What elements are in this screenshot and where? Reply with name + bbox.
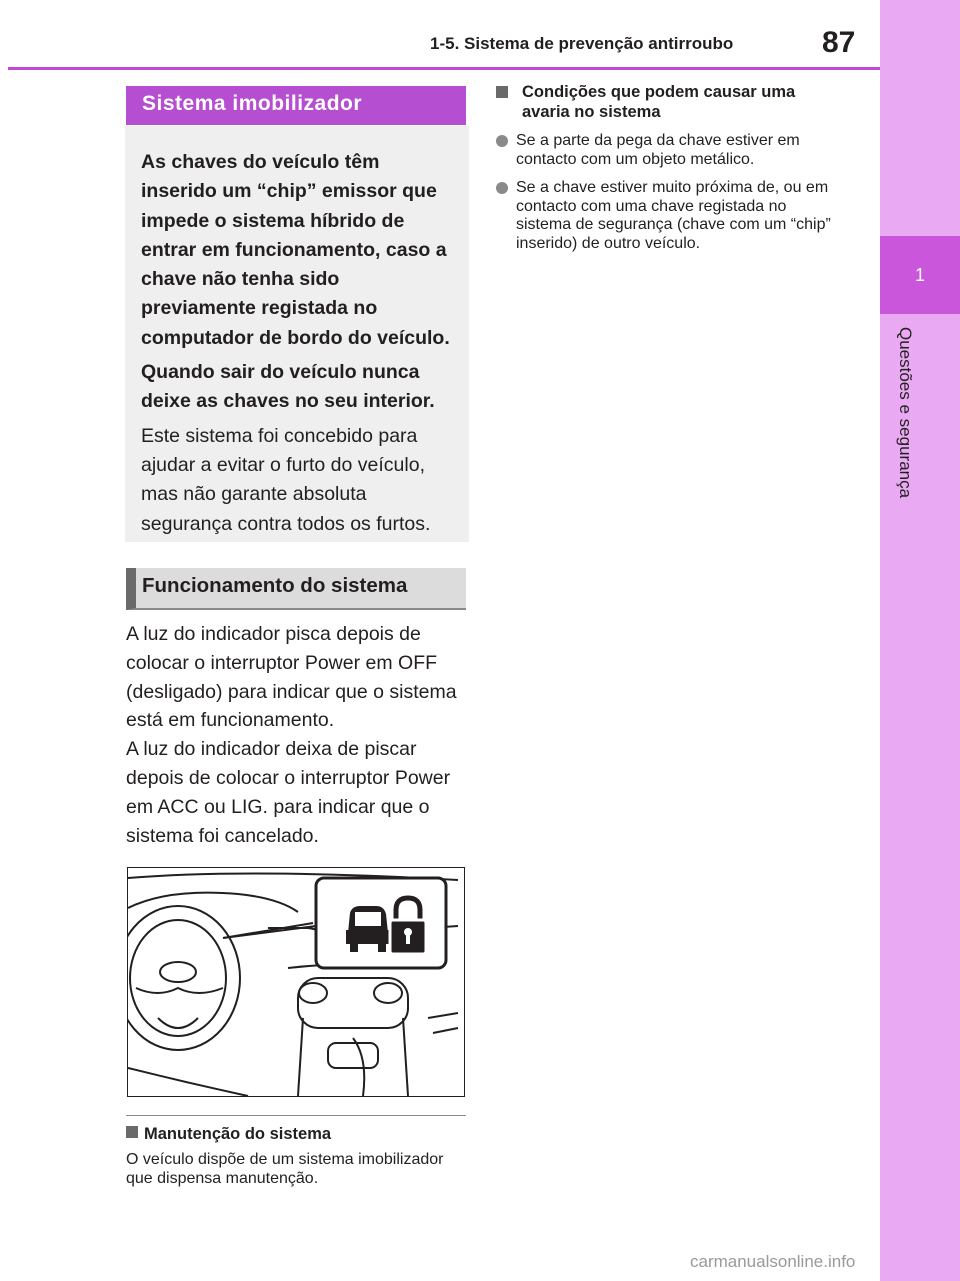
maintenance-heading: Manutenção do sistema [144,1125,332,1143]
immobilizer-bold-text: As chaves do veículo têm inserido um “chip” emissor que impede o sistema híbrido de entrar em funcionamento, caso a chave não tenha sido previamente registada no computador de bordo do veículo. [141,151,450,349]
maintenance-rule [126,1115,466,1116]
operation-paragraph-1: A luz do indicador pisca depois de colocar o interruptor Power em OFF (desligado) para indicar que o sistema está em funcionamento. [126,623,457,732]
condition-text: Se a parte da pega da chave estiver em contacto com um objeto metálico. [516,132,800,168]
immobilizer-warning-text: Quando sair do veículo nunca deixe as chaves no seu interior. [141,361,435,413]
conditions-heading: Condições que podem causar uma avaria no sistema [522,83,796,121]
maintenance-section [126,1124,471,1188]
maintenance-heading-row [126,1124,471,1144]
immobilizer-info-box [125,126,469,542]
list-item [496,179,841,253]
circle-bullet-icon [496,182,508,194]
header-rule [8,67,880,70]
conditions-heading-row [496,82,841,122]
list-item [496,132,841,169]
square-bullet-icon [126,1126,138,1138]
side-tab [880,0,960,1281]
maintenance-text: O veículo dispõe de um sistema imobilizador que dispensa manutenção. [126,1151,444,1187]
circle-bullet-icon [496,135,508,147]
condition-text: Se a chave estiver muito próxima de, ou em contacto com uma chave registada no sistema de segurança (chave com um “chip” inserido) de outro veículo. [516,179,831,252]
dashboard-illustration [128,868,464,1096]
watermark: carmanualsonline.info [690,1252,856,1271]
heading-immobilizer: Sistema imobilizador [126,86,466,125]
operation-text [126,620,471,850]
dashboard-figure [127,867,465,1097]
side-tab-label: Questões e segurança [896,327,915,499]
conditions-section [496,82,841,253]
heading-operation: Funcionamento do sistema [126,568,466,610]
square-bullet-icon [496,86,508,98]
page-number: 87 [822,26,856,59]
header-title: 1-5. Sistema de prevenção antirroubo [430,34,734,53]
side-tab-chapter[interactable]: 1 [880,236,960,314]
operation-paragraph-2: A luz do indicador deixa de piscar depois de colocar o interruptor Power em ACC ou LIG. para indicar que o sistema foi cancelado. [126,738,451,847]
immobilizer-normal-text: Este sistema foi concebido para ajudar a evitar o furto do veículo, mas não garante absoluta segurança contra todos os furtos. [141,424,431,535]
